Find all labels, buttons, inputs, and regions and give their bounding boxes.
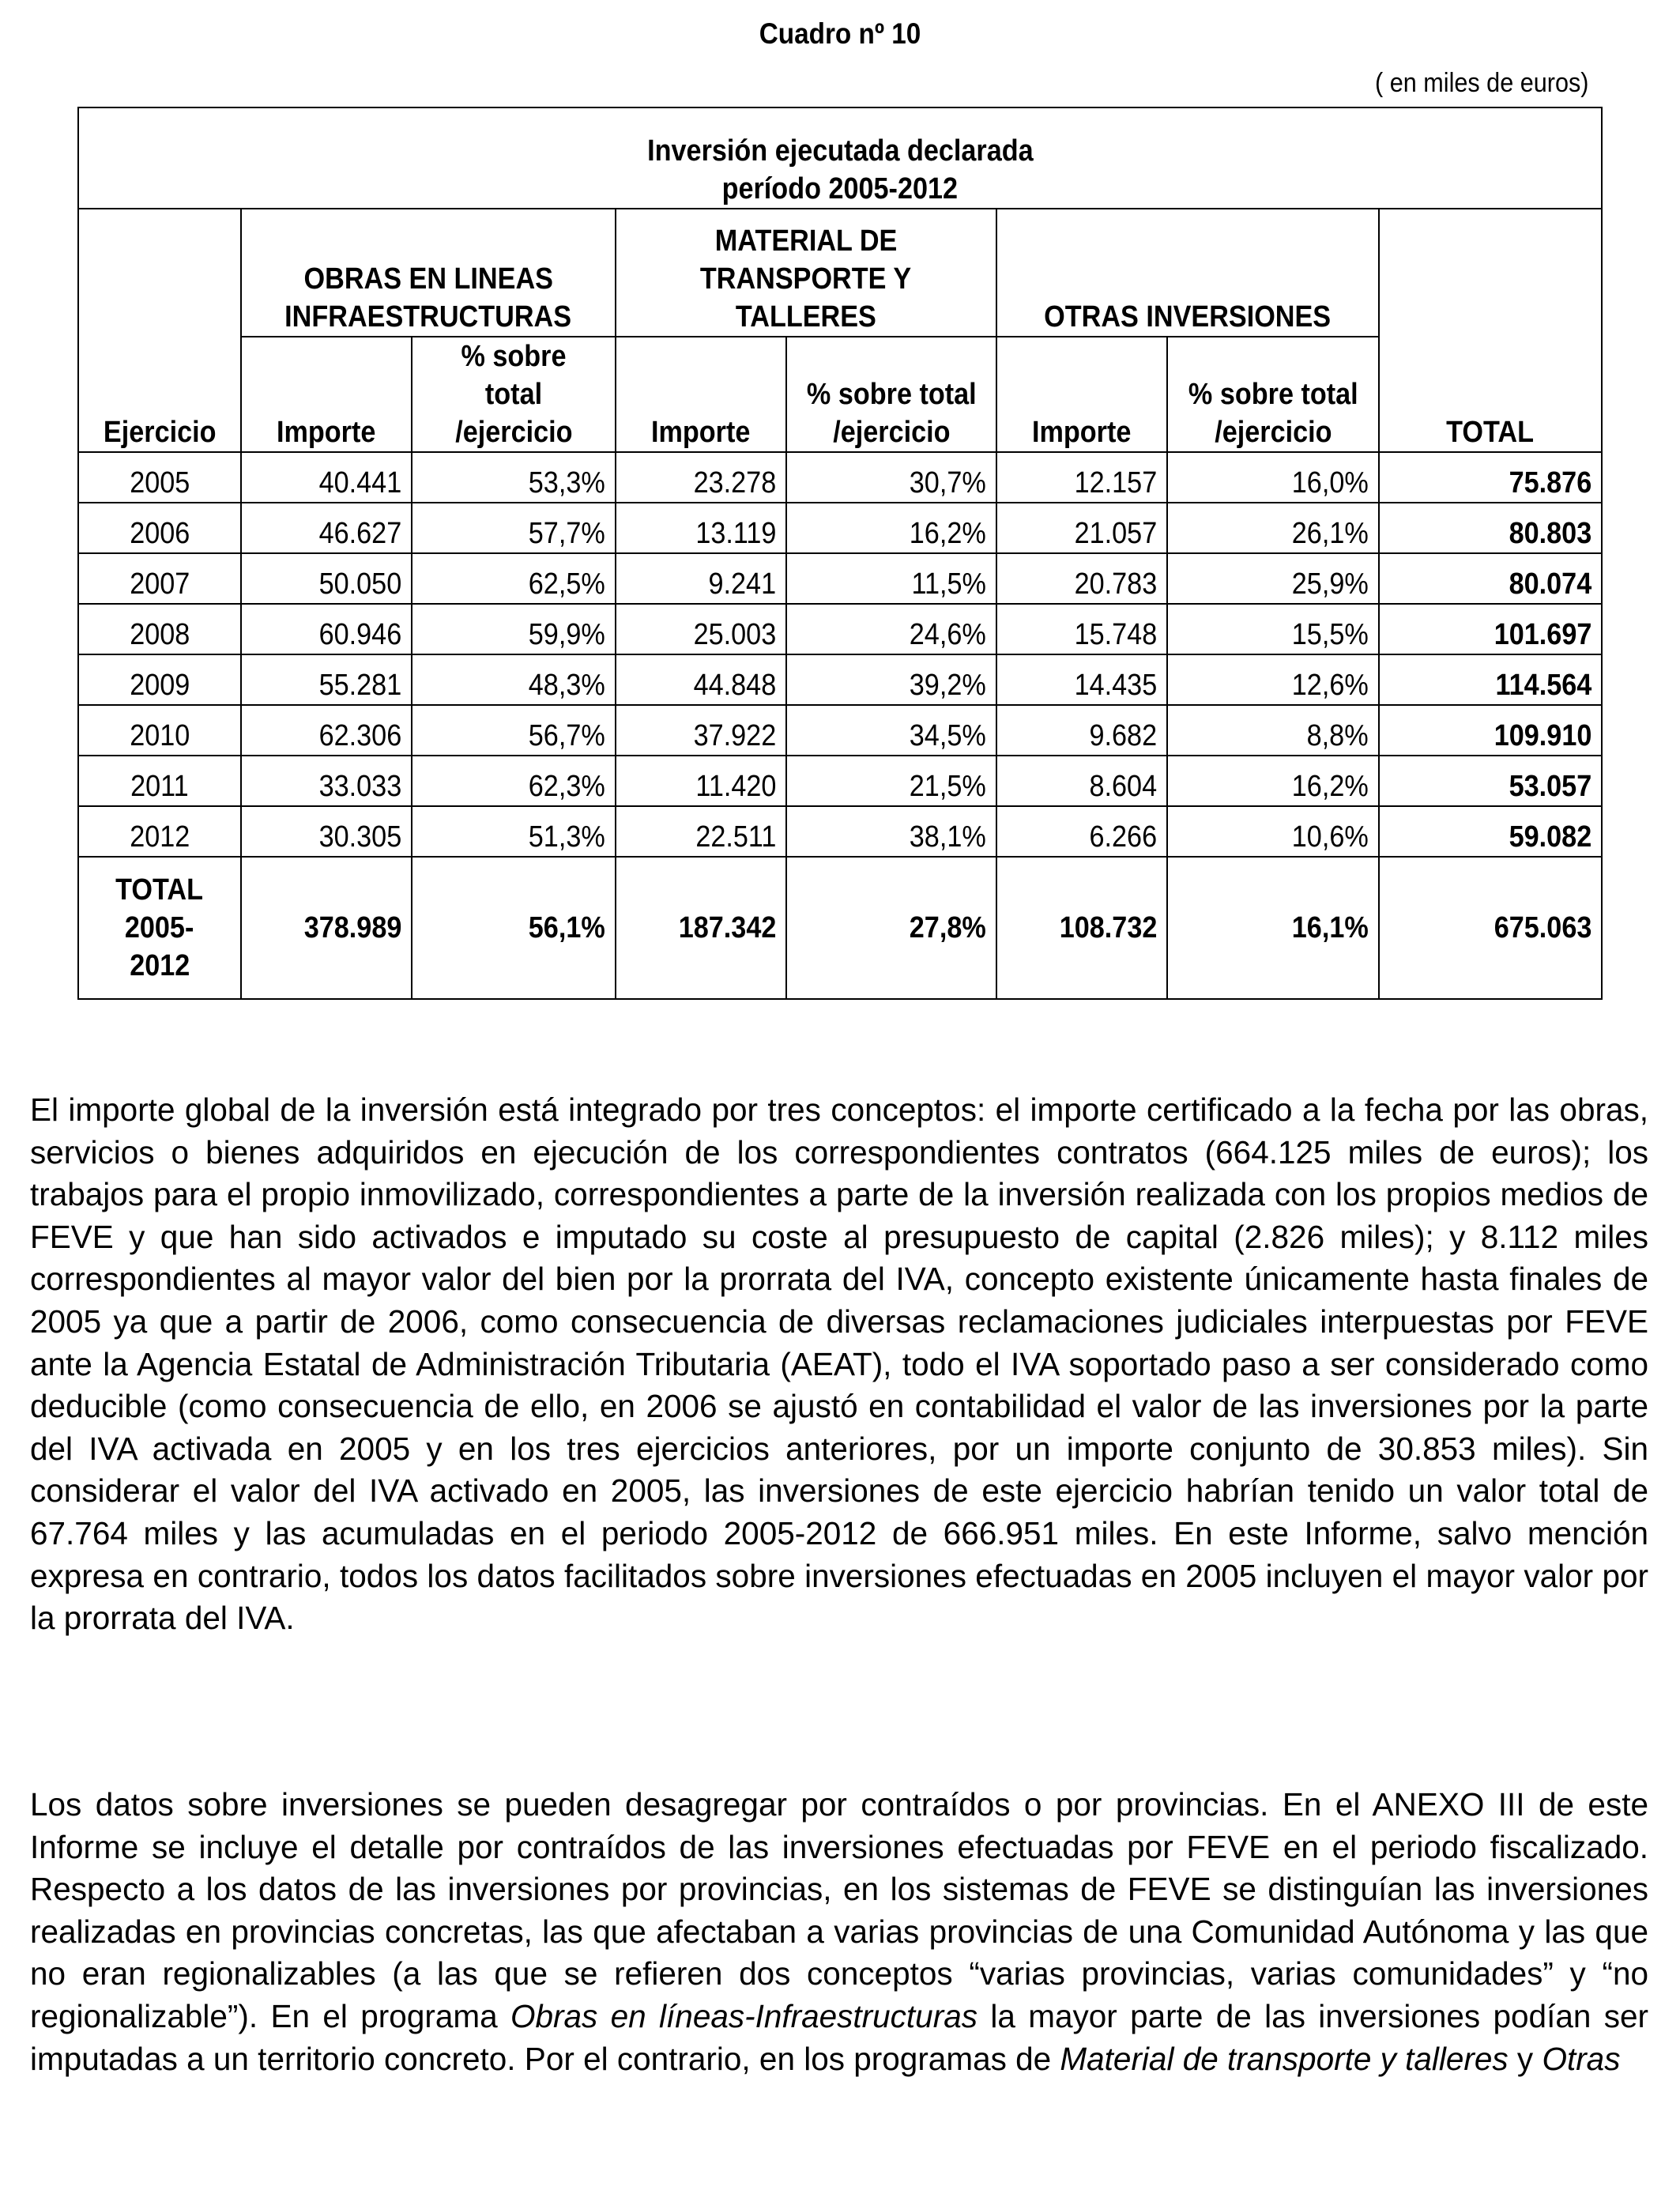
table-row [78, 604, 1602, 654]
units-note: ( en miles de euros) [1374, 68, 1588, 98]
cell-total-value: 16,1% [1167, 857, 1379, 999]
table-row [78, 806, 1602, 857]
cell-value: 11.420 [616, 756, 786, 806]
cell-total: 59.082 [1379, 806, 1602, 857]
cell-grand-total: 675.063 [1379, 857, 1602, 999]
cell-value: 8,8% [1167, 705, 1379, 756]
total-label: TOTAL 2005- 2012 [78, 857, 241, 999]
cell-value: 39,2% [786, 654, 996, 705]
cell-value: 20.783 [996, 553, 1167, 604]
header-total: TOTAL [1379, 209, 1602, 452]
total-row [78, 857, 1602, 999]
cell-value: 33.033 [241, 756, 412, 806]
cell-year: 2012 [78, 806, 241, 857]
cell-value: 15.748 [996, 604, 1167, 654]
subheader-importe: Importe [616, 337, 786, 452]
cell-value: 12,6% [1167, 654, 1379, 705]
cell-total: 101.697 [1379, 604, 1602, 654]
cell-value: 14.435 [996, 654, 1167, 705]
cell-value: 23.278 [616, 452, 786, 503]
header-obras: OBRAS EN LINEAS INFRAESTRUCTURAS [241, 209, 616, 337]
cell-value: 40.441 [241, 452, 412, 503]
cell-value: 22.511 [616, 806, 786, 857]
cell-value: 38,1% [786, 806, 996, 857]
italic-program-name: Otras [1542, 2040, 1621, 2077]
cell-value: 21.057 [996, 503, 1167, 553]
cell-value: 25.003 [616, 604, 786, 654]
investment-table [77, 107, 1603, 1000]
cell-year: 2007 [78, 553, 241, 604]
cell-value: 9.682 [996, 705, 1167, 756]
cell-total-value: 378.989 [241, 857, 412, 999]
cell-value: 48,3% [412, 654, 616, 705]
cell-year: 2005 [78, 452, 241, 503]
cell-value: 16,2% [1167, 756, 1379, 806]
cell-total-value: 56,1% [412, 857, 616, 999]
cell-total-value: 187.342 [616, 857, 786, 999]
cell-value: 10,6% [1167, 806, 1379, 857]
cell-value: 46.627 [241, 503, 412, 553]
table-row [78, 756, 1602, 806]
cell-value: 21,5% [786, 756, 996, 806]
cell-value: 11,5% [786, 553, 996, 604]
cell-value: 51,3% [412, 806, 616, 857]
sub-header-row [78, 337, 1602, 452]
cell-value: 30,7% [786, 452, 996, 503]
cell-value: 59,9% [412, 604, 616, 654]
cell-value: 57,7% [412, 503, 616, 553]
subheader-pct: % sobre total /ejercicio [1167, 337, 1379, 452]
cell-total-value: 27,8% [786, 857, 996, 999]
header-otras: OTRAS INVERSIONES [996, 209, 1379, 337]
table-title-row [78, 107, 1602, 209]
header-ejercicio: Ejercicio [78, 209, 241, 452]
cell-value: 44.848 [616, 654, 786, 705]
table-caption: Cuadro nº 10 [759, 17, 921, 50]
cell-total: 114.564 [1379, 654, 1602, 705]
cell-total: 80.074 [1379, 553, 1602, 604]
table-row [78, 553, 1602, 604]
table-row [78, 452, 1602, 503]
italic-program-name: Obras en líneas-Infraestructuras [510, 1997, 977, 2034]
cell-value: 12.157 [996, 452, 1167, 503]
cell-value: 62,5% [412, 553, 616, 604]
cell-total-value: 108.732 [996, 857, 1167, 999]
subheader-importe: Importe [241, 337, 412, 452]
cell-year: 2010 [78, 705, 241, 756]
cell-value: 13.119 [616, 503, 786, 553]
body-paragraph: El importe global de la inversión está integrado por tres conceptos: el importe certificado a la fecha por las obras, servicios o bienes adquiridos en ejecución de los correspondientes contratos (664.125 miles de euros); los trabajos para el propio inmovilizado, correspondientes a parte de la inversión realizada con los propios medios de FEVE y que han sido activados e imputado su coste al presupuesto de capital (2.826 miles); y 8.112 miles correspondientes al mayor valor del bien por la prorrata del IVA, concepto existente únicamente hasta finales de 2005 ya que a partir de 2006, como consecuencia de diversas reclamaciones judiciales interpuestas por FEVE ante la Agencia Estatal de Administración Tributaria (AEAT), todo el IVA soportado paso a ser considerado como deducible (como consecuencia de ello, en 2006 se ajustó en contabilidad el valor de las inversiones por la parte del IVA activada en 2005 y en los tres ejercicios anteriores, por un importe conjunto de 30.853 miles). Sin considerar el valor del IVA activado en 2005, las inversiones de este ejercicio habrían tenido un valor total de 67.764 miles y las acumuladas en el periodo 2005-2012 de 666.951 miles. En este Informe, salvo mención expresa en contrario, todos los datos facilitados sobre inversiones efectuadas en 2005 incluyen el mayor valor por la prorrata del IVA. [30, 1091, 1648, 1637]
cell-value: 34,5% [786, 705, 996, 756]
cell-value: 56,7% [412, 705, 616, 756]
subheader-importe: Importe [996, 337, 1167, 452]
cell-value: 62,3% [412, 756, 616, 806]
cell-total: 80.803 [1379, 503, 1602, 553]
cell-value: 8.604 [996, 756, 1167, 806]
cell-value: 9.241 [616, 553, 786, 604]
cell-value: 53,3% [412, 452, 616, 503]
cell-value: 37.922 [616, 705, 786, 756]
cell-value: 25,9% [1167, 553, 1379, 604]
cell-value: 55.281 [241, 654, 412, 705]
cell-year: 2011 [78, 756, 241, 806]
cell-value: 30.305 [241, 806, 412, 857]
cell-value: 50.050 [241, 553, 412, 604]
italic-program-name: Material de transporte y talleres [1060, 2040, 1509, 2077]
cell-value: 62.306 [241, 705, 412, 756]
header-material: MATERIAL DE TRANSPORTE Y TALLERES [616, 209, 996, 337]
cell-value: 15,5% [1167, 604, 1379, 654]
cell-value: 6.266 [996, 806, 1167, 857]
cell-value: 16,0% [1167, 452, 1379, 503]
cell-value: 24,6% [786, 604, 996, 654]
table-row [78, 654, 1602, 705]
cell-total: 109.910 [1379, 705, 1602, 756]
cell-value: 26,1% [1167, 503, 1379, 553]
cell-year: 2009 [78, 654, 241, 705]
cell-value: 60.946 [241, 604, 412, 654]
cell-value: 16,2% [786, 503, 996, 553]
subheader-pct: % sobre total /ejercicio [412, 337, 616, 452]
cell-total: 53.057 [1379, 756, 1602, 806]
cell-total: 75.876 [1379, 452, 1602, 503]
cell-year: 2006 [78, 503, 241, 553]
table-title: Inversión ejecutada declarada período 2005-2012 [78, 107, 1602, 209]
cell-year: 2008 [78, 604, 241, 654]
body-paragraph: Los datos sobre inversiones se pueden desagregar por contraídos o por provincias. En el ANEXO III de este Informe se incluye el detalle por contraídos de las inversiones efectuadas por FEVE en el periodo fiscalizado. Respecto a los datos de las inversiones por provincias, en los sistemas de FEVE se distinguían las inversiones realizadas en provincias concretas, las que afectaban a varias provincias de una Comunidad Autónoma y las que no eran regionalizables (a las que se refieren dos conceptos “varias provincias, varias comunidades” y “no regionalizable”). En el programa Obras en líneas-Infraestructuras la mayor parte de las inversiones podían ser imputadas a un territorio concreto. Por el contrario, en los programas de Material de transporte y talleres y Otras [30, 1786, 1649, 2077]
subheader-pct: % sobre total /ejercicio [786, 337, 996, 452]
table-row [78, 705, 1602, 756]
group-header-row [78, 209, 1602, 337]
table-row [78, 503, 1602, 553]
